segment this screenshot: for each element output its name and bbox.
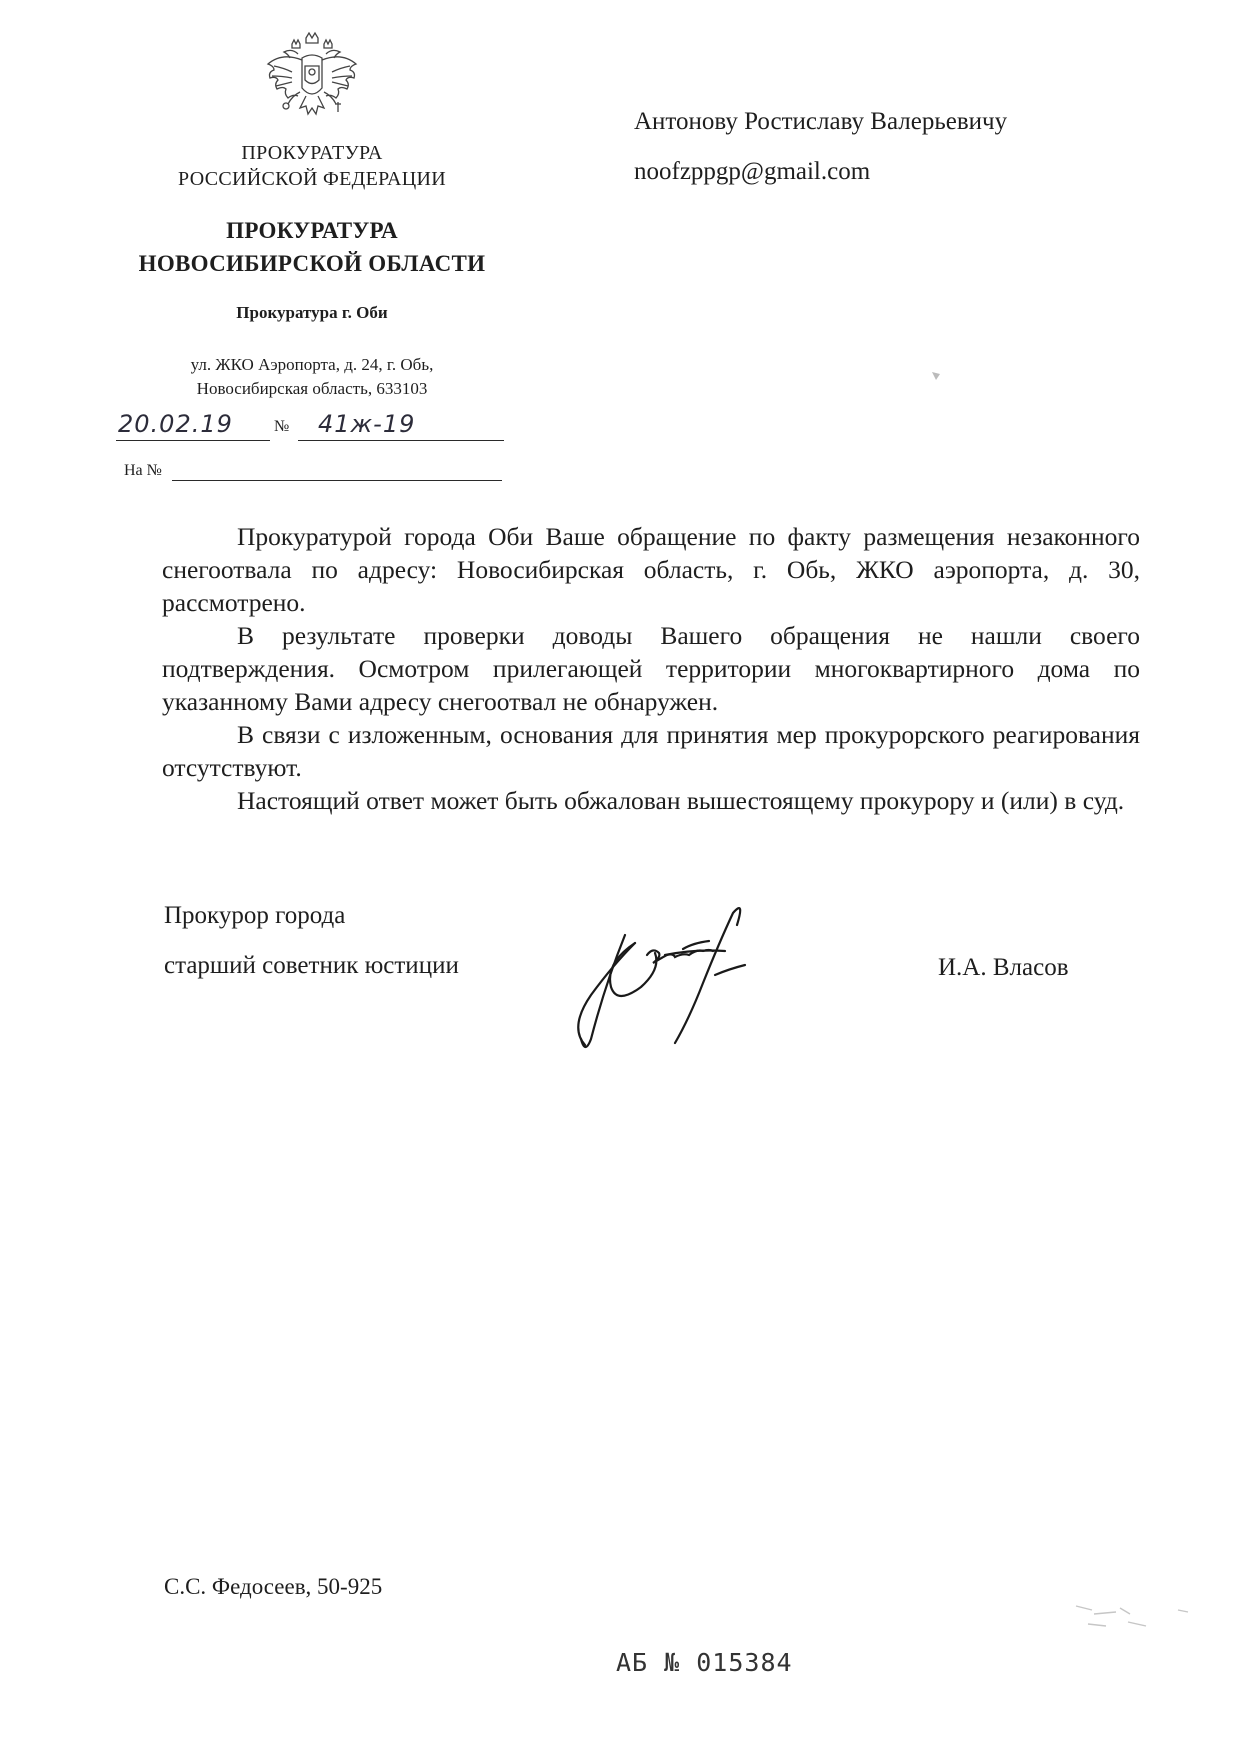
office-address [120,353,504,401]
office-line-2: НОВОСИБИРСКОЙ ОБЛАСТИ [138,251,486,276]
number-label: № [274,418,290,435]
registration-number: 41ж-19 [318,410,416,438]
body-paragraph: В связи с изложенным, основания для принятия мер прокурорского реагирования отсутствуют. [162,720,1140,782]
registration-date: 20.02.19 [118,410,233,438]
signer-position-line-1: Прокурор города [164,902,346,929]
ministry-name [120,140,504,192]
scan-speck-icon [930,370,944,382]
coat-of-arms-icon [262,30,362,130]
signer-position-line-2: старший советник юстиции [164,952,459,979]
executor-info: С.С. Федосеев, 50-925 [164,1574,383,1599]
body-paragraph: Прокуратурой города Оби Ваше обращение по факту размещения незаконного снегоотвала по адресу: Новосибирская область, г. Обь, ЖКО аэропорта, д. 30, рассмотрено. [162,522,1140,617]
letter-body [162,520,1140,817]
signer-name: И.А. Власов [938,954,1069,981]
date-underline [116,440,270,441]
branch-name: Прокуратура г. Оби [236,303,388,322]
form-serial-number: АБ № 015384 [616,1648,793,1677]
body-paragraph: В результате проверки доводы Вашего обращения не нашли своего подтверждения. Осмотром прилегающей территории многоквартирного дома по указанному Вами адресу снегоотвал не обнаружен. [162,621,1140,716]
address-line-2: Новосибирская область, 633103 [196,379,428,398]
office-name [120,214,504,280]
address-line-1: ул. ЖКО Аэропорта, д. 24, г. Обь, [190,355,434,374]
reply-underline [172,480,502,481]
number-underline [298,440,504,441]
office-line-1: ПРОКУРАТУРА [226,218,398,243]
handwritten-signature-icon [565,895,825,1065]
ministry-line-2: РОССИЙСКОЙ ФЕДЕРАЦИИ [178,168,446,190]
reply-label: На № [124,462,162,479]
body-paragraph: Настоящий ответ может быть обжалован вышестоящему прокурору и (или) в суд. [237,786,1125,815]
scan-speck-icon [1068,1596,1198,1636]
ministry-line-1: ПРОКУРАТУРА [241,142,383,164]
recipient-name: Антонову Ростиславу Валерьевичу [634,108,1008,135]
recipient-email: noofzppgp@gmail.com [634,158,871,185]
